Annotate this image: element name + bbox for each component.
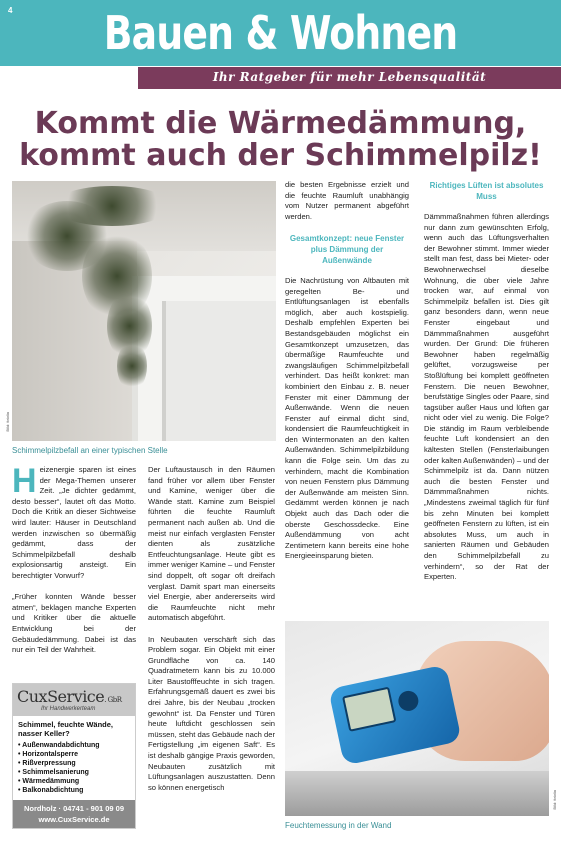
ad-website: www.CuxService.de (38, 815, 110, 824)
ad-service-item: • Horizontalsperre (18, 751, 79, 758)
ad-logo (17, 687, 122, 706)
section-subhead: Gesamtkonzept: neue Fenster plus Dämmung der Außenwände (289, 233, 405, 265)
ad-headline: Schimmel, feuchte Wände, nasser Keller? (18, 720, 114, 738)
column-2 (148, 465, 275, 804)
headline-line-1: Kommt die Wärmedämmung, (34, 106, 527, 141)
photo-caption: Feuchtemessung in der Wand (285, 821, 392, 830)
headline-line-2: kommt auch der Schimmelpilz! (19, 138, 542, 173)
ad-logo-area (13, 684, 135, 716)
photo-credit: Bild: fotolia (552, 790, 557, 810)
column-4 (424, 180, 549, 593)
cuxservice-ad (12, 683, 136, 829)
ad-service-item: • Schimmelsanierung (18, 769, 89, 776)
paragraph: „Früher konnten Wände besser atmen“, beklagen manche Experten und Kritiker über die aktuelle Entwicklung bei der Gebäudedämmung. Dabei ist das nur ein Teil der Wahrheit. (12, 592, 136, 655)
drop-cap: H (12, 462, 37, 500)
ad-service-list (18, 741, 100, 795)
paragraph (12, 462, 136, 582)
mold-photo (12, 181, 276, 441)
magazine-title: Bauen & Wohnen (103, 6, 458, 60)
ad-phone: Nordholz · 04741 - 901 09 09 (23, 804, 125, 813)
paragraph: Die Nachrüstung von Altbauten mit geregelten Be- und Entlüftungsanlagen ist ebenfalls möglich, aber auch kostspielig. Deshalb empfehlen Experten bei Bestandsgebäuden möglichst ein Gesamtkonzept umzusetzen, das übermäßige Raumfeuchte und zwangsläufigen Schimmelpilzbefall verhindert. Das heißt konkret: man kombiniert den Einbau z. B. neuer Fenster mit einer Dämmung der Außenwände. Wenn die neuen Fenster auf einmal dicht sind, kondensiert die Raumfeuchtigkeit in den Wintermonaten an den kalten Außenwänden. Schimmelpilzbildung kann die Folge sein. Um das zu verhindern, macht die Kombination von neuen Fenstern plus Dämmung der Außenwände am meisten Sinn. Gedämmt werden können je nach Objekt auch das Dach oder die oberste Geschossdecke. Eine Außendämmung von acht Zentimetern kann bereits eine hohe Energieeinsparung bieten. (285, 275, 409, 561)
mold-spot (117, 341, 147, 391)
column-1 (12, 462, 136, 666)
floor-area (285, 771, 549, 816)
meter-display (342, 687, 396, 732)
tagline-band (138, 67, 561, 89)
paragraph: Dämmmaßnahmen führen allerdings nur dann zum gewünschten Erfolg, wenn auch das Lüftungsverhalten der Bewohner stimmt. Immer wieder stellt man fest, dass bei Mieter- oder Bewohnerwechsel dieselbe Wohnung, die über viele Jahre trocken war, auf einmal von Schimmelpilz befallen ist. Dies gilt ganz besonders dann, wenn neue Fenster eingebaut und Dämmmaßnahmen ausgeführt wurden. Der Grund: Die früheren Bewohner haben regelmäßig gelüftet, vorzugsweise per Stoßlüftung bei komplett geöffneten Fenstern. Die neuen Bewohner, berufstätige Singles oder Paare, sind tagsüber außer Haus und lüften gar nicht oder viel zu wenig. Die Folge? Die ständig im Raum verbleibende feuchte Luft kondensiert an den kältesten Stellen (Fensterlaibungen oder kalten Außenwänden) – und der Schimmelpilz ist da. Dann nützen auch die besten Fenster und Dämmmaßnahmen nichts. „Mindestens zweimal täglich für fünf bis zehn Minuten bei komplett geöffneten Fenstern zu lüften, ist ein absolutes Muss, um auch in sanierten Räumen und Gebäuden den Schimmelpilzbefall zu verhindern“, so der Rat der Experten. (424, 212, 549, 582)
article-headline (0, 108, 561, 172)
ad-logo-text: CuxService (17, 687, 105, 706)
mold-spot (52, 186, 172, 226)
paragraph: In Neubauten verschärft sich das Problem sogar. Ein Objekt mit einer Grundfläche von ca. 140 Quadratmetern kann bis zu 10.000 Liter Baustofffeuchte in sich tragen. Erfahrungsgemäß dauert es zwei bis drei Jahre, bis der Neubau „trocken gewohnt“ ist. Da Fenster und Türen heute luftdicht geschlossen sein müssen, steht das Gebäude nach der Fertigstellung „im eigenen Saft“. Es ist deshalb gängige Praxis geworden, Neubauten zusätzlich mit Lüftungsanlagen auszustatten. Denn so können energetisch (148, 634, 275, 792)
tagline: Ihr Ratgeber für mehr Lebensqualität (212, 70, 487, 84)
ad-service-item: • Wärmedämmung (18, 778, 80, 785)
page-number: 4 (8, 6, 13, 15)
column-3 (285, 180, 409, 573)
ad-contact (13, 800, 135, 828)
ad-subtitle: Ihr Handwerkerteam (41, 706, 96, 712)
paragraph: Der Luftaustausch in den Räumen fand früher vor allem über Fenster und Kamine, weniger über die Wände statt. Kamine zum Beispiel führten die feuchte Raumluft permanent nach außen ab. Und die meist nur einfach verglasten Fenster dienten als zusätzliche Entfeuchtungsanlage. Heute gibt es immer weniger Kamine – und Fenster sind doppelt, oft sogar oft dreifach verglast. Damit spart man einerseits viel Energie, aber andererseits wird die Raumfeuchte nicht mehr automatisch abgeführt. (148, 465, 275, 623)
paragraph: die besten Ergebnisse erzielt und die feuchte Raumluft unabhängig vom Nutzer permanent abgeführt werden. (285, 180, 409, 221)
window-pane (162, 301, 276, 441)
paragraph-text: eizenergie sparen ist eines der Mega-Themen unserer Zeit. „Je dichter gedämmt, desto besser“, lautet oft das Motto. Doch die Kritik an dieser Sichtweise wird lauter: Häuser in Deutschland werden inzwischen so übermäßig gedämmt, dass der Schimmelpilzbefall deshalb explosionsartig ansteigt. Ein berechtigter Vorwurf? (12, 465, 136, 580)
ad-logo-suffix: . GbR (104, 696, 122, 704)
photo-credit: Bild: fotolia (5, 412, 10, 432)
masthead-band (0, 0, 561, 66)
ad-service-item: • Rißverpressung (18, 760, 76, 767)
moisture-meter-photo (285, 621, 549, 816)
meter-button (397, 689, 421, 713)
section-subhead: Richtiges Lüften ist absolutes Muss (429, 181, 544, 201)
photo-caption: Schimmelpilzbefall an einer typischen Stelle (12, 446, 168, 455)
ad-service-item: • Außenwandabdichtung (18, 742, 100, 749)
ad-service-item: • Balkonabdichtung (18, 787, 84, 794)
